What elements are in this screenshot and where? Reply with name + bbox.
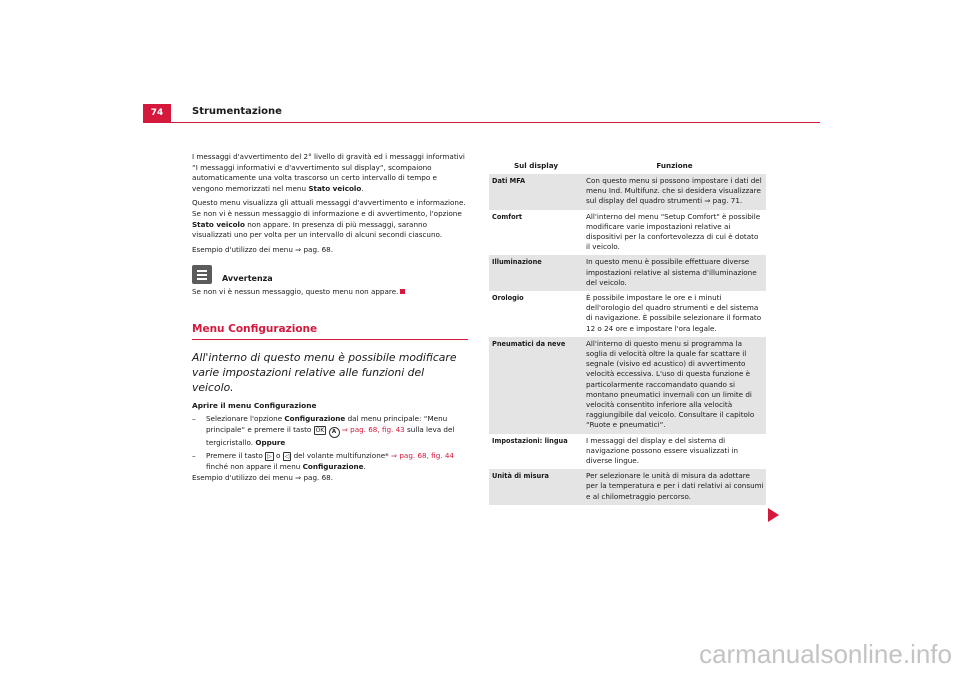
functions-table [489,158,766,505]
paragraph-3: Esempio d'utilizzo dei menu ⇒ pag. 68. [192,244,334,254]
page-ref-link[interactable]: ⇒ pag. 68, fig. 44 [391,451,454,461]
subheading: Aprire il menu Configurazione [192,400,317,410]
left-column [192,152,468,487]
notice-header [192,265,468,284]
header-divider [143,122,820,123]
table-row: Unità di misura Per selezionare le unità di misura da adottare per la temperatura e per i dati relativi ai consumi e al chilometraggio percorso. [489,469,766,505]
page-header-title: Strumentazione [192,106,282,117]
a-key-icon: A [329,427,340,438]
notice-title: Avvertenza [222,273,273,283]
table-row: Orologio È possibile impostare le ore e i minuti dell'orologio del quadro strumenti e del sistema di navigazione. È possibile selezionare il formato 12 o 24 ore e impostare l'ora legale. [492,293,762,333]
column-header-function: Funzione [656,161,693,170]
notice-icon [192,265,212,284]
section-title: Menu Configurazione [192,324,468,340]
paragraph-2: Questo menu visualizza gli attuali messaggi d'avvertimento e informazione. Se non vi è nessun messaggio di informazione e di avvertimento, l'opzione Stato veicolo non appare. In presenza di più messaggi, saranno visualizzati uno per volta per un intervallo di alcuni secondi ciascuno. [192,198,466,240]
next-page-arrow-icon[interactable] [768,508,779,522]
section-intro: All'interno di questo menu è possibile modificare varie impostazioni relative alle funzioni del veicolo. [192,350,457,394]
table-row: Impostazioni: lingua I messaggi del display e del sistema di navigazione possono essere visualizzati in diverse lingue. [492,435,739,466]
page-number: 74 [143,104,171,122]
column-header-display: Sul display [513,161,559,170]
page-ref-link[interactable]: ⇒ pag. 68, fig. 43 [339,424,405,434]
table-row: Comfort All'interno del menu "Setup Comfort" è possibile modificare varie impostazioni relative ai dispositivi per la confortevolezza di cui è dotato il veicolo. [492,211,761,252]
watermark: carmanualsonline.info [699,639,952,669]
notice-text: Se non vi è nessun messaggio, questo menu non appare. [192,287,468,298]
left-arrow-key-icon: ◁ [284,453,290,461]
table-row: Dati MFA Con questo menu si possono impostare i dati del menu Ind. Multifunz. che si desidera visualizzare sul display del quadro strumenti ⇒ pag. 71. [489,174,766,210]
right-arrow-key-icon: ▷ [267,453,272,461]
paragraph-1: I messaggi d'avvertimento del 2° livello di gravità ed i messaggi informativi “I messaggi informativi e d'avvertimento sul display“, scompaiono automaticamente una volta trascorso un certo intervallo di tempo e vengono memorizzati nel menu Stato veicolo. [192,152,465,193]
table-header [489,158,766,174]
example-paragraph: Esempio d'utilizzo dei menu ⇒ pag. 68. [192,472,334,482]
step-2: – Premere il tasto ▷ o ◁ del volante multifunzione* ⇒ pag. 68, fig. 44 finché non appare il menu Configurazione. [192,451,454,471]
table-row: Pneumatici da neve All'interno di questo menu si programma la soglia di velocità oltre la quale far scattare il segnale (visivo ed acustico) di avvertimento velocità eccessiva. L'uso di questa funzione è particolarmente raccomandato quando si montano pneumatici invernali con un limite di velocità consentito inferiore alla velocità raggiungibile dal veicolo. Consultare il capitolo “Ruote e pneumatici“. [489,337,766,434]
table-row: Illuminazione In questo menu è possibile effettuare diverse impostazioni relative al sistema d'illuminazione del veicolo. [489,255,766,291]
end-square-icon [400,289,405,294]
step-1: – Selezionare l'opzione Configurazione dal menu principale: “Menu principale“ e premere il tasto OK A ⇒ pag. 68, fig. 43 sulla leva del tergicristallo. Oppure [192,414,455,447]
ok-key-icon: OK [315,426,325,434]
